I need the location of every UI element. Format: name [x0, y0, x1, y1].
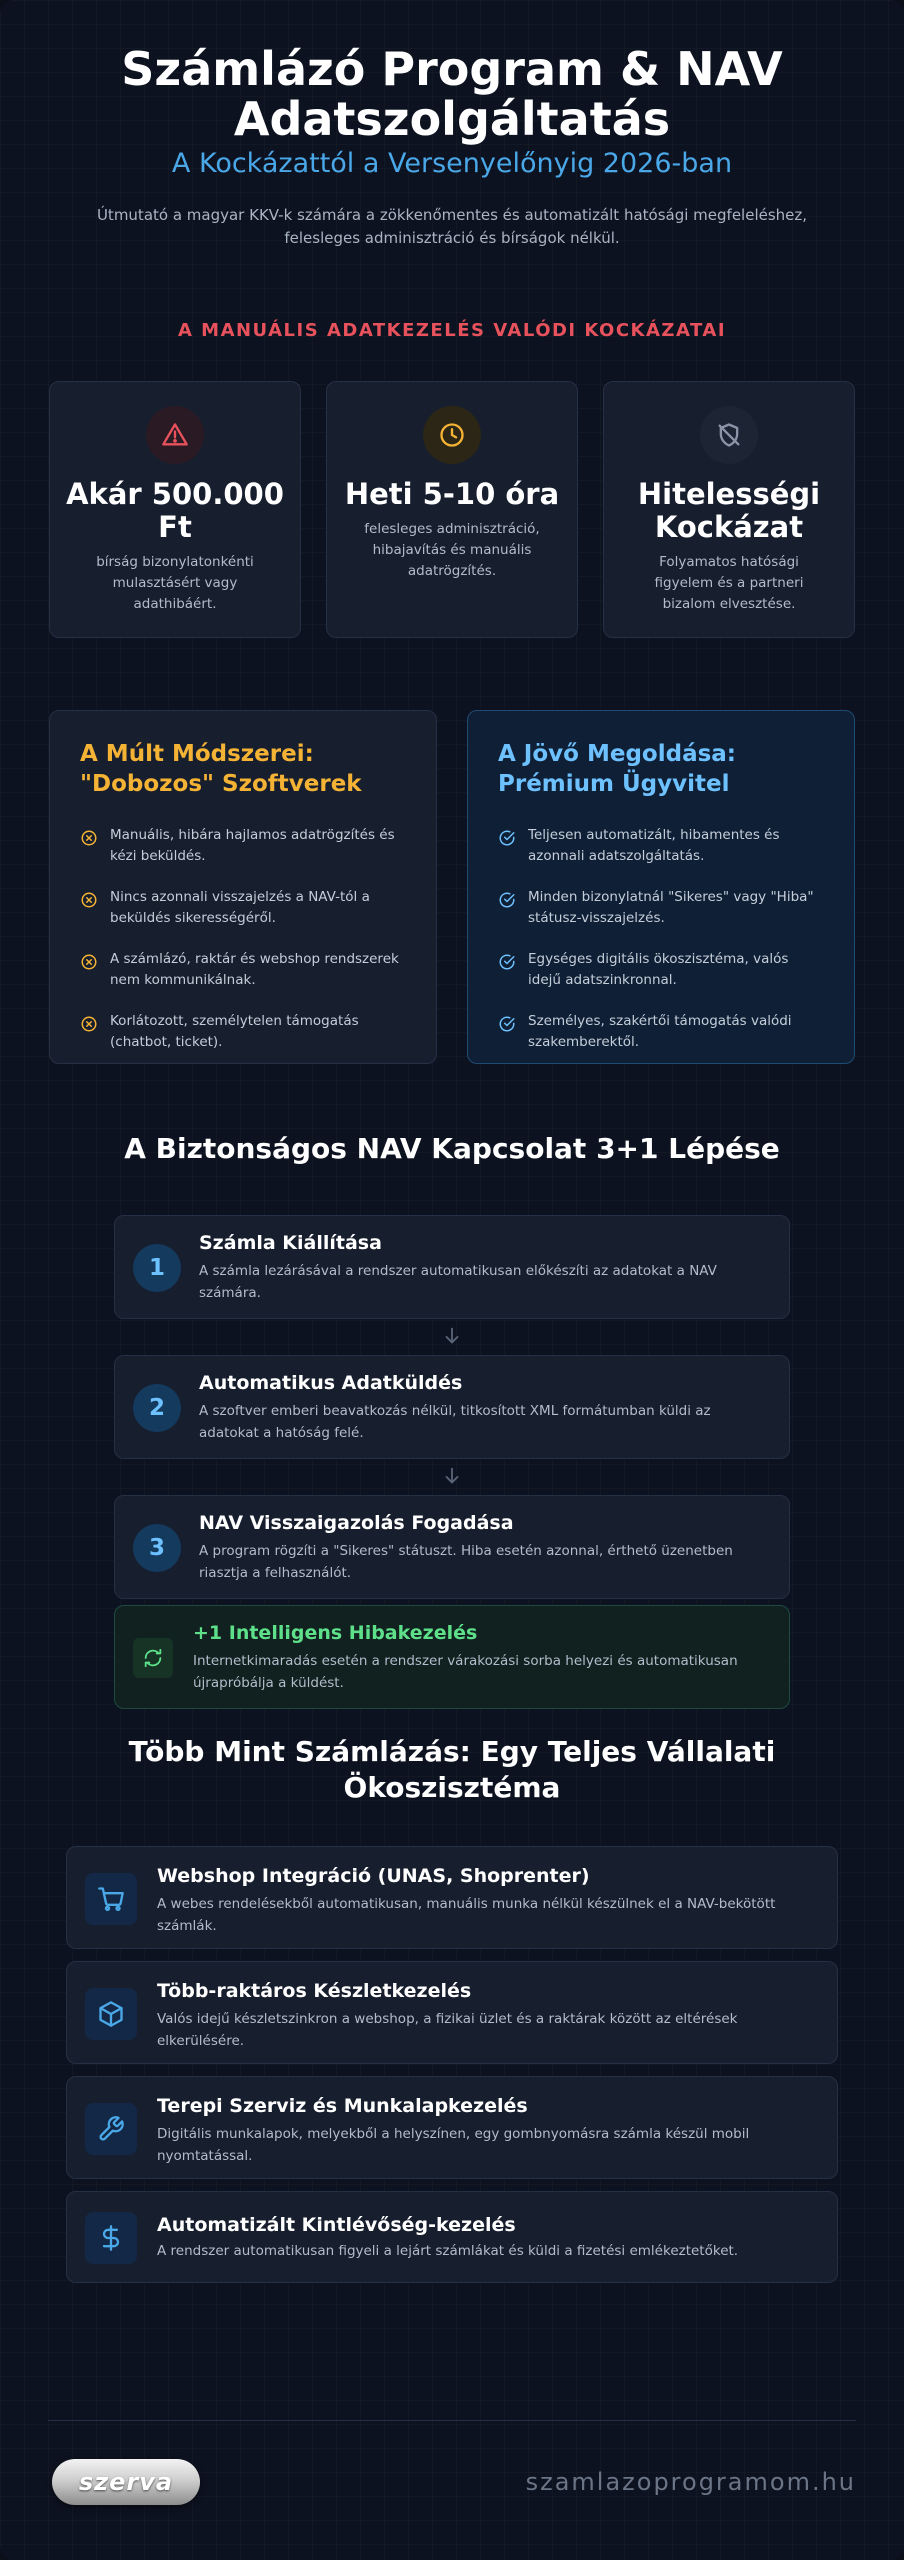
- shield-off-icon: [700, 406, 758, 464]
- risk-section-heading: A MANUÁLIS ADATKEZELÉS VALÓDI KOCKÁZATAI: [177, 320, 727, 341]
- step-title: NAV Visszaigazolás Fogadása: [199, 1512, 514, 1534]
- check-circle-icon: [498, 953, 516, 971]
- list-item-text: Manuális, hibára hajlamos adatrögzítés és kézi beküldés.: [110, 827, 395, 864]
- list-item-text: Nincs azonnali visszajelzés a NAV-tól a beküldés sikerességéről.: [110, 889, 370, 926]
- future-solution-list: [498, 825, 824, 1053]
- feature-title: Terepi Szerviz és Munkalapkezelés: [157, 2095, 528, 2117]
- check-circle-icon: [498, 891, 516, 909]
- list-item-text: Egységes digitális ökoszisztéma, valós idejű adatszinkronnal.: [528, 951, 789, 988]
- shopping-cart-icon: [85, 1873, 137, 1925]
- risk-description: bírság bizonylatonkénti mulasztásért vagy adathibáért.: [96, 554, 254, 612]
- feature-card-webshop: [66, 1846, 838, 1949]
- list-item: [498, 887, 824, 929]
- bonus-step-title: +1 Intelligens Hibakezelés: [193, 1622, 478, 1644]
- risk-description: felesleges adminisztráció, hibajavítás és manuális adatrögzítés.: [364, 521, 540, 579]
- step-card-3: [114, 1495, 790, 1599]
- step-card-2: [114, 1355, 790, 1459]
- page-description: Útmutató a magyar KKV-k számára a zökkenőmentes és automatizált hatósági megfeleléshez, felesleges adminisztráció és bírságok nélkül.: [96, 206, 808, 247]
- refresh-cloud-icon: [133, 1638, 173, 1678]
- future-solution-card: [467, 710, 855, 1064]
- list-item: [498, 1011, 824, 1053]
- feature-title: Automatizált Kintlévőség-kezelés: [157, 2214, 516, 2236]
- x-circle-icon: [80, 1015, 98, 1033]
- box-icon: [85, 1988, 137, 2040]
- risk-card-credibility: [603, 381, 855, 638]
- list-item: [80, 949, 406, 991]
- wrench-icon: [85, 2103, 137, 2155]
- past-methods-card: [49, 710, 437, 1064]
- list-item-text: Teljesen automatizált, hibamentes és azonnali adatszolgáltatás.: [528, 827, 780, 864]
- list-item: [498, 825, 824, 867]
- risk-card-time: [326, 381, 578, 638]
- list-item: [80, 1011, 406, 1053]
- list-item-text: Minden bizonylatnál "Sikeres" vagy "Hiba" státusz-visszajelzés.: [528, 889, 814, 926]
- feature-description: A webes rendelésekből automatikusan, manuális munka nélkül készülnek el a NAV-bekötött számlák.: [157, 1896, 776, 1934]
- x-circle-icon: [80, 953, 98, 971]
- bonus-step-description: Internetkimaradás esetén a rendszer várakozási sorba helyezi és automatikusan újrapróbálja a küldést.: [193, 1653, 738, 1691]
- step-number: 3: [133, 1524, 181, 1572]
- x-circle-icon: [80, 829, 98, 847]
- risk-card-fine: [49, 381, 301, 638]
- step-description: A program rögzíti a "Sikeres" státuszt. Hiba esetén azonnal, érthető üzenetben riasztja a felhasználót.: [199, 1543, 733, 1581]
- brand-logo[interactable]: [52, 2459, 200, 2505]
- footer-divider: [48, 2420, 856, 2421]
- arrow-down-icon: [441, 1325, 463, 1347]
- list-item: [498, 949, 824, 991]
- risk-value: Hitelességi Kockázat: [637, 477, 821, 544]
- feature-description: Digitális munkalapok, melyekből a helyszínen, egy gombnyomásra számla készül mobil nyomtatással.: [157, 2126, 750, 2164]
- step-number: 1: [133, 1244, 181, 1292]
- step-title: Automatikus Adatküldés: [199, 1372, 463, 1394]
- list-item-text: Korlátozott, személytelen támogatás (chatbot, ticket).: [110, 1013, 359, 1050]
- list-item: [80, 825, 406, 867]
- steps-section-title: A Biztonságos NAV Kapcsolat 3+1 Lépése: [124, 1132, 780, 1165]
- brand-logo-text: szerva: [78, 2468, 174, 2496]
- list-item-text: Személyes, szakértői támogatás valódi szakemberektől.: [528, 1013, 792, 1050]
- check-circle-icon: [498, 829, 516, 847]
- risk-value: Akár 500.000 Ft: [66, 477, 284, 544]
- warning-triangle-icon: [146, 406, 204, 464]
- feature-title: Több-raktáros Készletkezelés: [157, 1980, 472, 2002]
- feature-card-receivables: [66, 2191, 838, 2283]
- feature-description: Valós idejű készletszinkron a webshop, a fizikai üzlet és a raktárak között az eltérések elkerülésére.: [157, 2011, 738, 2049]
- page-subtitle: A Kockázattól a Versenyelőnyig 2026-ban: [171, 148, 733, 179]
- dollar-icon: [85, 2212, 137, 2264]
- list-item-text: A számlázó, raktár és webshop rendszerek nem kommunikálnak.: [110, 951, 399, 988]
- step-number: 2: [133, 1384, 181, 1432]
- past-methods-title: A Múlt Módszerei: "Dobozos" Szoftverek: [80, 741, 362, 797]
- arrow-down-icon: [441, 1465, 463, 1487]
- check-circle-icon: [498, 1015, 516, 1033]
- ecosystem-section-title: Több Mint Számlázás: Egy Teljes Vállalati Ökoszisztéma: [128, 1735, 776, 1804]
- clock-icon: [423, 406, 481, 464]
- page-title: Számlázó Program & NAV Adatszolgáltatás: [121, 42, 783, 146]
- step-card-1: [114, 1215, 790, 1319]
- list-item: [80, 887, 406, 929]
- footer-domain-link[interactable]: szamlazoprogramom.hu: [525, 2468, 856, 2496]
- feature-description: A rendszer automatikusan figyeli a lejárt számlákat és küldi a fizetési emlékeztetőket.: [157, 2243, 739, 2259]
- risk-description: Folyamatos hatósági figyelem és a partneri bizalom elvesztése.: [654, 554, 804, 612]
- bonus-step-card: [114, 1605, 790, 1709]
- future-solution-title: A Jövő Megoldása: Prémium Ügyvitel: [498, 741, 736, 797]
- step-description: A szoftver emberi beavatkozás nélkül, titkosított XML formátumban küldi az adatokat a hatóság felé.: [199, 1403, 711, 1441]
- past-methods-list: [80, 825, 406, 1053]
- step-description: A számla lezárásával a rendszer automatikusan előkészíti az adatokat a NAV számára.: [199, 1263, 717, 1301]
- x-circle-icon: [80, 891, 98, 909]
- risk-value: Heti 5-10 óra: [344, 477, 560, 511]
- feature-card-service: [66, 2076, 838, 2179]
- feature-card-inventory: [66, 1961, 838, 2064]
- step-title: Számla Kiállítása: [199, 1232, 382, 1254]
- feature-title: Webshop Integráció (UNAS, Shoprenter): [157, 1865, 590, 1887]
